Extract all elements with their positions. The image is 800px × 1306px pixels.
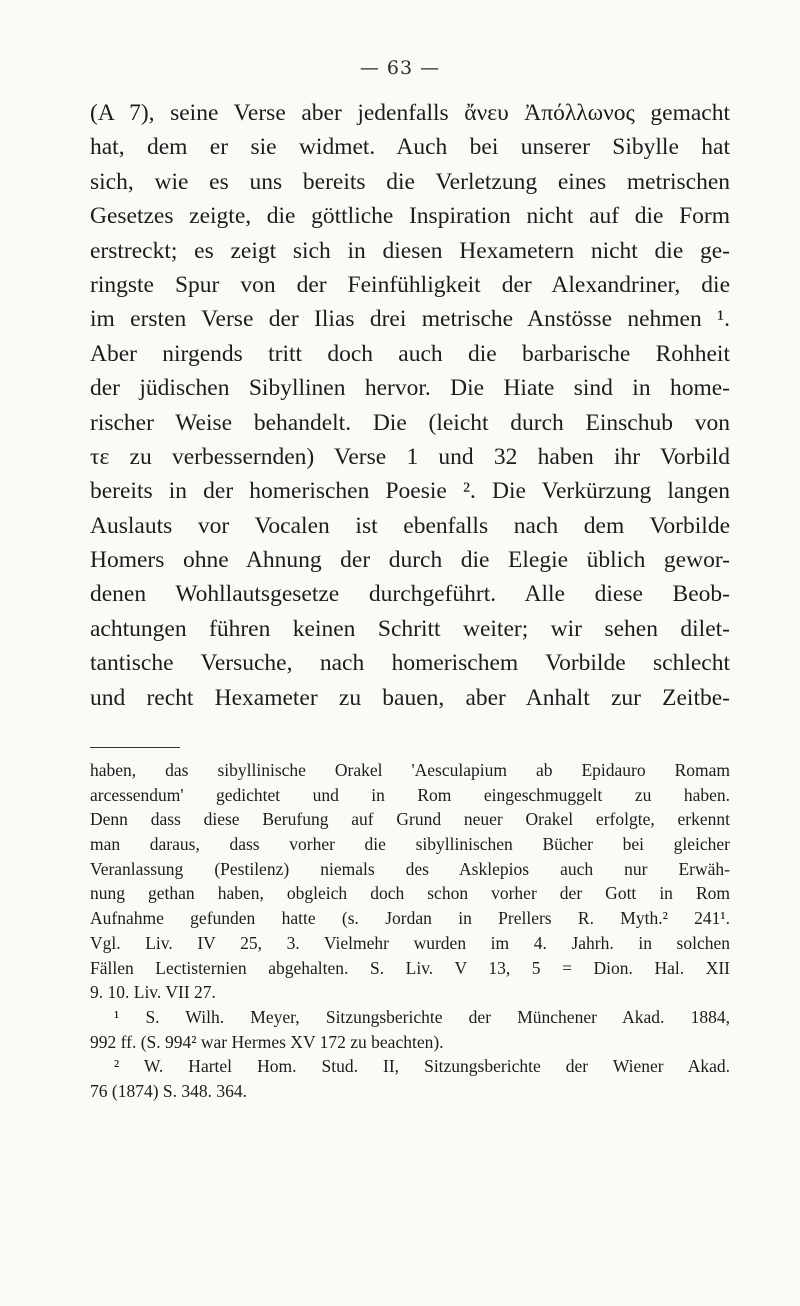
- footnote-line: nung gethan haben, obgleich doch schon vorher der Gott in Rom: [90, 883, 730, 904]
- footnotes: [90, 758, 730, 1104]
- footnote-divider: [90, 747, 180, 748]
- body-line: im ersten Verse der Ilias drei metrische Anstösse nehmen ¹.: [90, 306, 730, 333]
- body-text: [90, 96, 730, 715]
- body-line: (A 7), seine Verse aber jedenfalls ἄνευ Ἀπόλλωνος gemacht: [90, 100, 730, 126]
- footnote-line: Veranlassung (Pestilenz) niemals des Asklepios auch nur Erwäh-: [90, 858, 730, 879]
- footnote-line: man daraus, dass vorher die sibyllinischen Bücher bei gleicher: [90, 834, 730, 855]
- body-line: der jüdischen Sibyllinen hervor. Die Hiate sind in home-: [90, 375, 730, 402]
- footnote-line: Denn dass diese Berufung auf Grund neuer Orakel erfolgte, erkennt: [90, 809, 730, 830]
- body-line: Auslauts vor Vocalen ist ebenfalls nach dem Vorbilde: [90, 512, 730, 539]
- body-line: Gesetzes zeigte, die göttliche Inspiration nicht auf die Form: [90, 203, 730, 230]
- footnote-line: Fällen Lectisternien abgehalten. S. Liv. V 13, 5 = Dion. Hal. XII: [90, 957, 730, 978]
- body-line: hat, dem er sie widmet. Auch bei unserer Sibylle hat: [90, 134, 730, 161]
- body-line: bereits in der homerischen Poesie ². Die Verkürzung langen: [90, 478, 730, 505]
- footnote-line: arcessendum' gedichtet und in Rom eingeschmuggelt zu haben.: [90, 784, 730, 805]
- body-line: ringste Spur von der Feinfühligkeit der Alexandriner, die: [90, 271, 730, 298]
- footnote-line: 9. 10. Liv. VII 27.: [90, 982, 216, 1003]
- body-line: achtungen führen keinen Schritt weiter; wir sehen dilet-: [90, 615, 730, 642]
- body-line: Aber nirgends tritt doch auch die barbarische Rohheit: [90, 340, 730, 367]
- footnote-line: Vgl. Liv. IV 25, 3. Vielmehr wurden im 4. Jahrh. in solchen: [90, 932, 730, 953]
- footnote-1: ¹ S. Wilh. Meyer, Sitzungsberichte der Münchener Akad. 1884,: [114, 1006, 730, 1027]
- footnote-1-continuation: 992 ff. (S. 994² war Hermes XV 172 zu beachten).: [90, 1031, 444, 1052]
- body-line: rischer Weise behandelt. Die (leicht durch Einschub von: [90, 409, 730, 436]
- footnote-2: ² W. Hartel Hom. Stud. II, Sitzungsberichte der Wiener Akad.: [114, 1056, 730, 1077]
- body-line: und recht Hexameter zu bauen, aber Anhalt zur Zeitbe-: [90, 684, 730, 711]
- body-line: tantische Versuche, nach homerischem Vorbilde schlecht: [90, 650, 730, 677]
- body-line: Homers ohne Ahnung der durch die Elegie üblich gewor-: [90, 547, 730, 574]
- body-line: sich, wie es uns bereits die Verletzung eines metrischen: [90, 168, 730, 195]
- footnote-2-continuation: 76 (1874) S. 348. 364.: [90, 1080, 248, 1101]
- body-line: erstreckt; es zeigt sich in diesen Hexametern nicht die ge-: [90, 237, 730, 264]
- body-line: denen Wohllautsgesetze durchgeführt. Alle diese Beob-: [90, 581, 730, 608]
- body-line: τε zu verbessernden) Verse 1 und 32 haben ihr Vorbild: [90, 443, 730, 470]
- footnote-line: haben, das sibyllinische Orakel 'Aesculapium ab Epidauro Romam: [90, 760, 730, 780]
- footnote-line: Aufnahme gefunden hatte (s. Jordan in Prellers R. Myth.² 241¹.: [90, 908, 730, 929]
- page-number: — 63 —: [359, 57, 441, 79]
